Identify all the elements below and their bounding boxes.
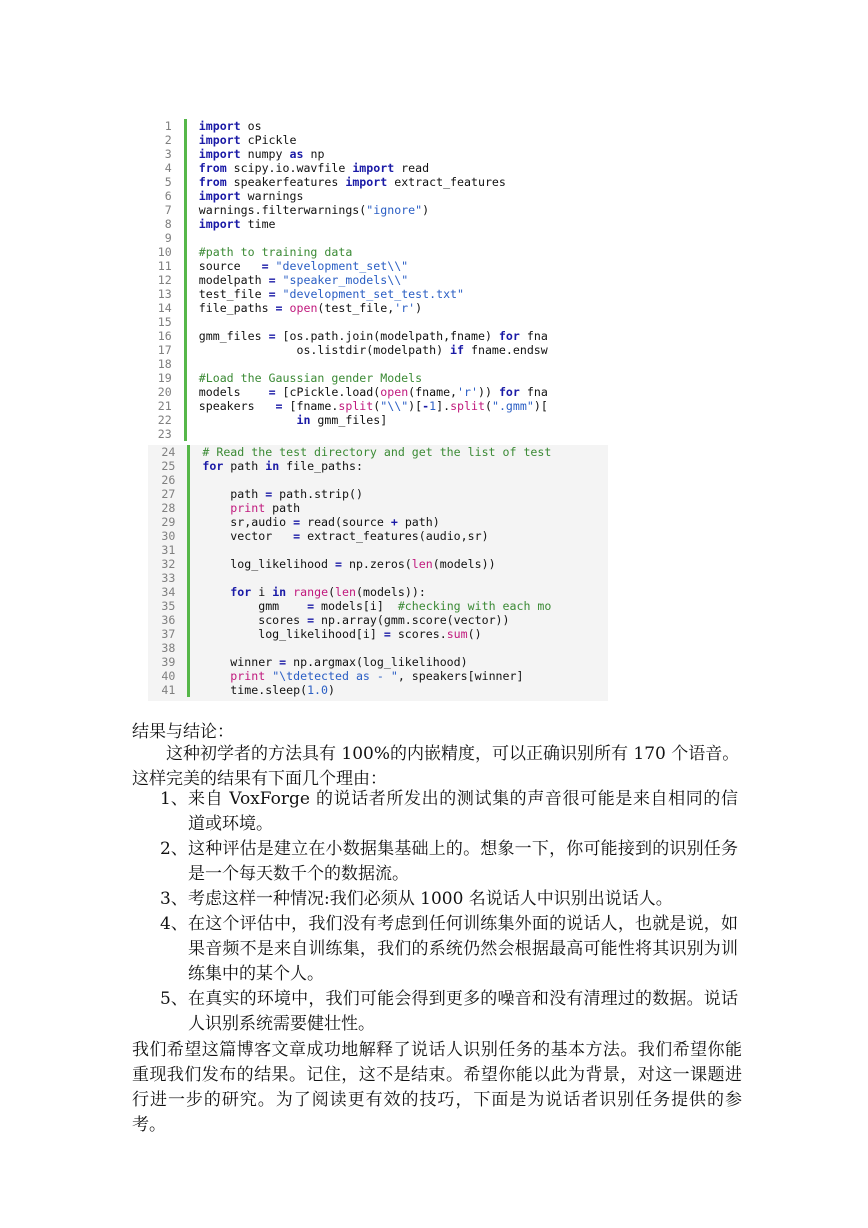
code-text: models = [cPickle.load(open(fname,'r')) for fna <box>184 385 600 399</box>
line-number: 20 <box>157 385 172 399</box>
list-item-text: 在真实的环境中，我们可能会得到更多的噪音和没有清理过的数据。说话人识别系统需要健壮性。 <box>188 989 738 1034</box>
code-text <box>184 357 600 371</box>
code-line <box>145 259 600 273</box>
code-line <box>145 329 600 343</box>
code-text: import time <box>184 217 600 231</box>
code-line <box>148 445 608 459</box>
code-line <box>148 599 608 613</box>
section-heading: 结果与结论： <box>132 722 234 742</box>
code-text <box>184 315 600 329</box>
line-number: 5 <box>164 175 172 189</box>
line-number: 24 <box>161 445 176 459</box>
line-number: 19 <box>157 371 172 385</box>
code-text: import numpy as np <box>184 147 600 161</box>
line-number: 31 <box>161 543 176 557</box>
line-number: 23 <box>157 427 172 441</box>
code-text: modelpath = "speaker_models\\" <box>184 273 600 287</box>
code-line <box>145 357 600 371</box>
code-text <box>184 427 600 441</box>
list-item-text: 来自 VoxForge 的说话者所发出的测试集的声音很可能是来自相同的信道或环境。 <box>188 789 738 834</box>
line-number: 25 <box>161 459 176 473</box>
line-number: 34 <box>161 585 176 599</box>
list-item-number: 5、 <box>160 989 188 1009</box>
line-number: 12 <box>157 273 172 287</box>
code-text: warnings.filterwarnings("ignore") <box>184 203 600 217</box>
line-number: 17 <box>157 343 172 357</box>
code-text: gmm = models[i] #checking with each mo <box>187 599 608 613</box>
code-line <box>145 287 600 301</box>
list-item <box>160 987 738 1037</box>
code-text: log_likelihood = np.zeros(len(models)) <box>187 557 608 571</box>
code-line <box>148 613 608 627</box>
code-text: in gmm_files] <box>184 413 600 427</box>
code-text <box>187 473 608 487</box>
line-number: 18 <box>157 357 172 371</box>
line-number: 27 <box>161 487 176 501</box>
code-line <box>145 189 600 203</box>
code-text: vector = extract_features(audio,sr) <box>187 529 608 543</box>
list-item <box>160 887 738 912</box>
code-line <box>148 571 608 585</box>
list-item <box>160 787 738 837</box>
code-text: from scipy.io.wavfile import read <box>184 161 600 175</box>
code-text: winner = np.argmax(log_likelihood) <box>187 655 608 669</box>
list-item-text: 在这个评估中，我们没有考虑到任何训练集外面的说话人，也就是说，如果音频不是来自训练集，我们的系统仍然会根据最高可能性将其识别为训练集中的某个人。 <box>188 914 738 984</box>
code-line <box>148 669 608 683</box>
line-number: 29 <box>161 515 176 529</box>
code-line <box>148 515 608 529</box>
line-number: 38 <box>161 641 176 655</box>
line-number: 10 <box>157 245 172 259</box>
code-text: source = "development_set\\" <box>184 259 600 273</box>
code-text: scores = np.array(gmm.score(vector)) <box>187 613 608 627</box>
code-text: file_paths = open(test_file,'r') <box>184 301 600 315</box>
code-line <box>145 301 600 315</box>
code-line <box>148 501 608 515</box>
code-text: os.listdir(modelpath) if fname.endsw <box>184 343 600 357</box>
code-line <box>145 147 600 161</box>
line-number: 8 <box>164 217 172 231</box>
code-text: log_likelihood[i] = scores.sum() <box>187 627 608 641</box>
code-line <box>145 399 600 413</box>
code-text <box>187 641 608 655</box>
code-text: test_file = "development_set_test.txt" <box>184 287 600 301</box>
list-item-number: 2、 <box>160 839 188 859</box>
code-text: time.sleep(1.0) <box>187 683 608 697</box>
line-number: 14 <box>157 301 172 315</box>
line-number: 13 <box>157 287 172 301</box>
code-text: path = path.strip() <box>187 487 608 501</box>
code-text <box>184 231 600 245</box>
code-text: import warnings <box>184 189 600 203</box>
code-line <box>148 585 608 599</box>
code-line <box>148 529 608 543</box>
list-item-text: 考虑这样一种情况:我们必须从 1000 名说话人中识别出说话人。 <box>188 889 673 909</box>
code-text: for i in range(len(models)): <box>187 585 608 599</box>
code-text: sr,audio = read(source + path) <box>187 515 608 529</box>
code-line <box>148 683 608 697</box>
code-line <box>148 543 608 557</box>
line-number: 30 <box>161 529 176 543</box>
line-number: 2 <box>164 133 172 147</box>
code-line <box>145 385 600 399</box>
line-number: 26 <box>161 473 176 487</box>
list-item <box>160 912 738 987</box>
code-text: for path in file_paths: <box>187 459 608 473</box>
line-number: 7 <box>164 203 172 217</box>
line-number: 28 <box>161 501 176 515</box>
line-number: 37 <box>161 627 176 641</box>
line-number: 11 <box>157 259 172 273</box>
code-line <box>145 231 600 245</box>
code-text: import cPickle <box>184 133 600 147</box>
line-number: 9 <box>164 231 172 245</box>
code-line <box>145 343 600 357</box>
line-number: 4 <box>164 161 172 175</box>
code-block-1 <box>145 119 600 441</box>
line-number: 1 <box>164 119 172 133</box>
code-line <box>145 371 600 385</box>
line-number: 6 <box>164 189 172 203</box>
line-number: 32 <box>161 557 176 571</box>
code-line <box>145 203 600 217</box>
code-text <box>187 543 608 557</box>
intro-paragraph: 这种初学者的方法具有 100%的内嵌精度，可以正确识别所有 170 个语音。这样完美的结果有下面几个理由： <box>132 744 740 789</box>
code-line <box>148 641 608 655</box>
code-text: # Read the test directory and get the list of test <box>187 445 608 459</box>
closing-paragraph: 我们希望这篇博客文章成功地解释了说话人识别任务的基本方法。我们希望你能重现我们发布的结果。记住，这不是结束。希望你能以此为背景，对这一课题进行进一步的研究。为了阅读更有效的技巧，下面是为说话者识别任务提供的参考。 <box>132 1040 742 1135</box>
line-number: 15 <box>157 315 172 329</box>
code-block-2 <box>148 445 608 701</box>
code-line <box>145 119 600 133</box>
code-line <box>145 217 600 231</box>
code-text: from speakerfeatures import extract_features <box>184 175 600 189</box>
code-line <box>145 413 600 427</box>
code-line <box>148 459 608 473</box>
code-text: print "\tdetected as - ", speakers[winner] <box>187 669 608 683</box>
code-line <box>145 161 600 175</box>
code-line <box>145 315 600 329</box>
list-item-number: 4、 <box>160 914 188 934</box>
list-item-number: 3、 <box>160 889 188 909</box>
line-number: 21 <box>157 399 172 413</box>
code-line <box>145 427 600 441</box>
code-text: speakers = [fname.split("\\")[-1].split(".gmm")[ <box>184 399 600 413</box>
code-line <box>148 473 608 487</box>
line-number: 16 <box>157 329 172 343</box>
list-item <box>160 837 738 887</box>
code-text: #path to training data <box>184 245 600 259</box>
code-line <box>145 245 600 259</box>
line-number: 35 <box>161 599 176 613</box>
reasons-list <box>160 787 738 1037</box>
code-line <box>148 627 608 641</box>
list-item-number: 1、 <box>160 789 188 809</box>
line-number: 40 <box>161 669 176 683</box>
code-text: gmm_files = [os.path.join(modelpath,fname) for fna <box>184 329 600 343</box>
code-line <box>145 133 600 147</box>
code-text: import os <box>184 119 600 133</box>
line-number: 41 <box>161 683 176 697</box>
code-line <box>145 175 600 189</box>
code-text: print path <box>187 501 608 515</box>
code-line <box>145 273 600 287</box>
line-number: 33 <box>161 571 176 585</box>
code-text <box>187 571 608 585</box>
line-number: 3 <box>164 147 172 161</box>
line-number: 22 <box>157 413 172 427</box>
list-item-text: 这种评估是建立在小数据集基础上的。想象一下，你可能接到的识别任务是一个每天数千个的数据流。 <box>188 839 738 884</box>
code-line <box>148 557 608 571</box>
line-number: 39 <box>161 655 176 669</box>
code-line <box>148 655 608 669</box>
code-text: #Load the Gaussian gender Models <box>184 371 600 385</box>
line-number: 36 <box>161 613 176 627</box>
code-line <box>148 487 608 501</box>
